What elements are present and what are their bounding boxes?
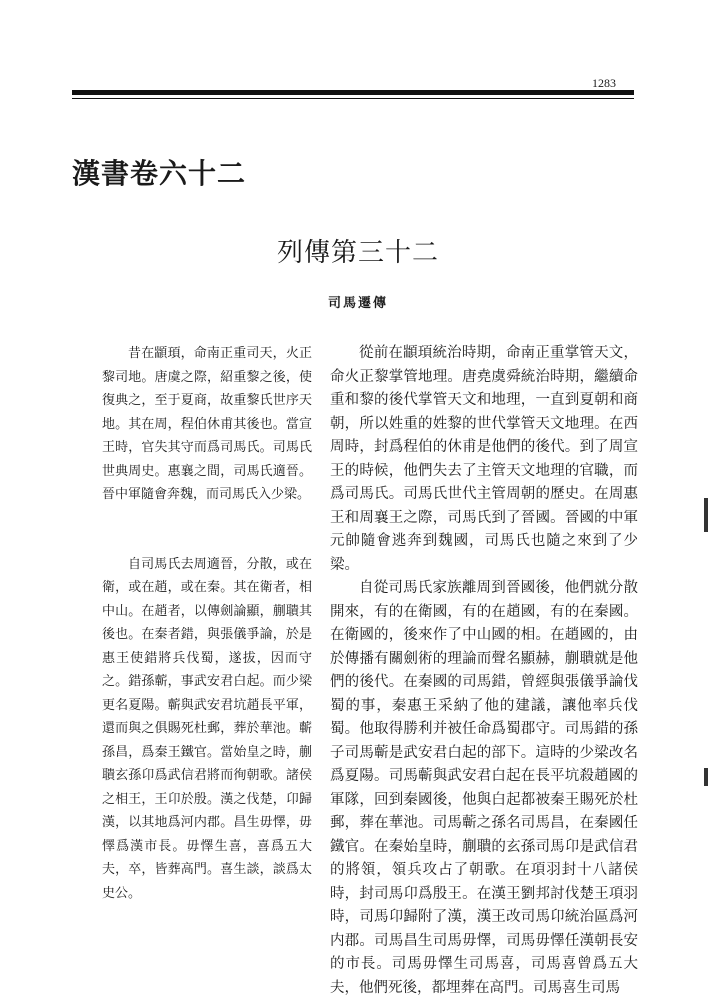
header-rule-thick [72,90,634,95]
book-title: 漢書卷六十二 [72,157,247,190]
margin-mark [704,498,708,532]
translation-paragraph-2: 自從司馬氏家族離周到晉國後，他們就分散開來，有的在衛國，有的在趙國，有的在秦國。在衛國的，後來作了中山國的相。在趙國的，由於傳播有關劍術的理論而聲名顯赫，蒯聵就是他們的後代。在秦國的司馬錯，曾經與張儀爭論伐蜀的事，秦惠王采納了他的建議，讓他率兵伐蜀。他取得勝利并被任命爲蜀郡守。司馬錯的孫子司馬蘄是武安君白起的部下。這時的少梁改名爲夏陽。司馬蘄與武安君白起在長平坑殺趙國的軍隊，回到秦國後，他與白起都被秦王賜死於杜郵，葬在華池。司馬蘄之孫名司馬昌，在秦國任鐵官。在秦始皇時，蒯聵的玄孫司馬卬是武信君的將領，領兵攻占了朝歌。在項羽封十八諸侯時，封司馬卬爲殷王。在漢王劉邦討伐楚王項羽時，司馬卬歸附了漢，漢王改司馬卬統治區爲河内郡。司馬昌生司馬毋懌，司馬毋懌任漢朝長安的市長。司馬毋懌生司馬喜，司馬喜曾爲五大夫，他們死後，都埋葬在高門。司馬喜生司馬 [330,580,638,996]
margin-mark [704,768,708,786]
translation-paragraph-1: 從前在顓頊統治時期，命南正重掌管天文，命火正黎掌管地理。唐堯虞舜統治時期，繼續命重和黎的後代掌管天文和地理，一直到夏朝和商朝，所以姓重的姓黎的世代掌管天文地理。在西周時，封爲程伯的休甫是他們的後代。到了周宣王的時候，他們失去了主管天文地理的官職，而爲司馬氏。司馬氏世代主管周朝的歷史。在周惠王和周襄王之際，司馬氏到了晉國。晉國的中軍元帥隨會逃奔到魏國，司馬氏也隨之來到了少梁。 [330,345,638,573]
original-paragraph-1: 昔在顓頊，命南正重司天，火正黎司地。唐虞之際，紹重黎之後，使復典之，至于夏商，故重黎氏世序天地。其在周，程伯休甫其後也。當宣王時，官失其守而爲司馬氏。司馬氏世典周史。惠襄之間，司馬氏適晉。晉中軍隨會奔魏，而司馬氏入少梁。 [102,346,312,502]
original-text-column [102,342,312,905]
chapter-title: 列傳第三十二 [276,238,439,268]
page-number: 1283 [592,76,616,90]
original-paragraph-2: 自司馬氏去周適晉，分散，或在衛，或在趙，或在秦。其在衛者，相中山。在趙者，以傳劍論顯，蒯聵其後也。在秦者錯，與張儀爭論，於是惠王使錯將兵伐蜀，遂拔，因而守之。錯孫蘄，事武安君白起。而少梁更名夏陽。蘄與武安君坑趙長平軍，還而與之俱賜死杜郵，葬於華池。蘄孫昌，爲秦王鐵官。當始皇之時，蒯聵玄孫卬爲武信君將而徇朝歌。諸侯之相王，王卬於殷。漢之伐楚，卬歸漢，以其地爲河内郡。昌生毋懌，毋懌爲漢市長。毋懌生喜，喜爲五大夫，卒，皆葬高門。喜生談，談爲太史公。 [102,556,312,901]
header-rule-thin [72,98,634,99]
section-title: 司馬遷傳 [327,296,388,311]
translation-column [330,342,638,1000]
